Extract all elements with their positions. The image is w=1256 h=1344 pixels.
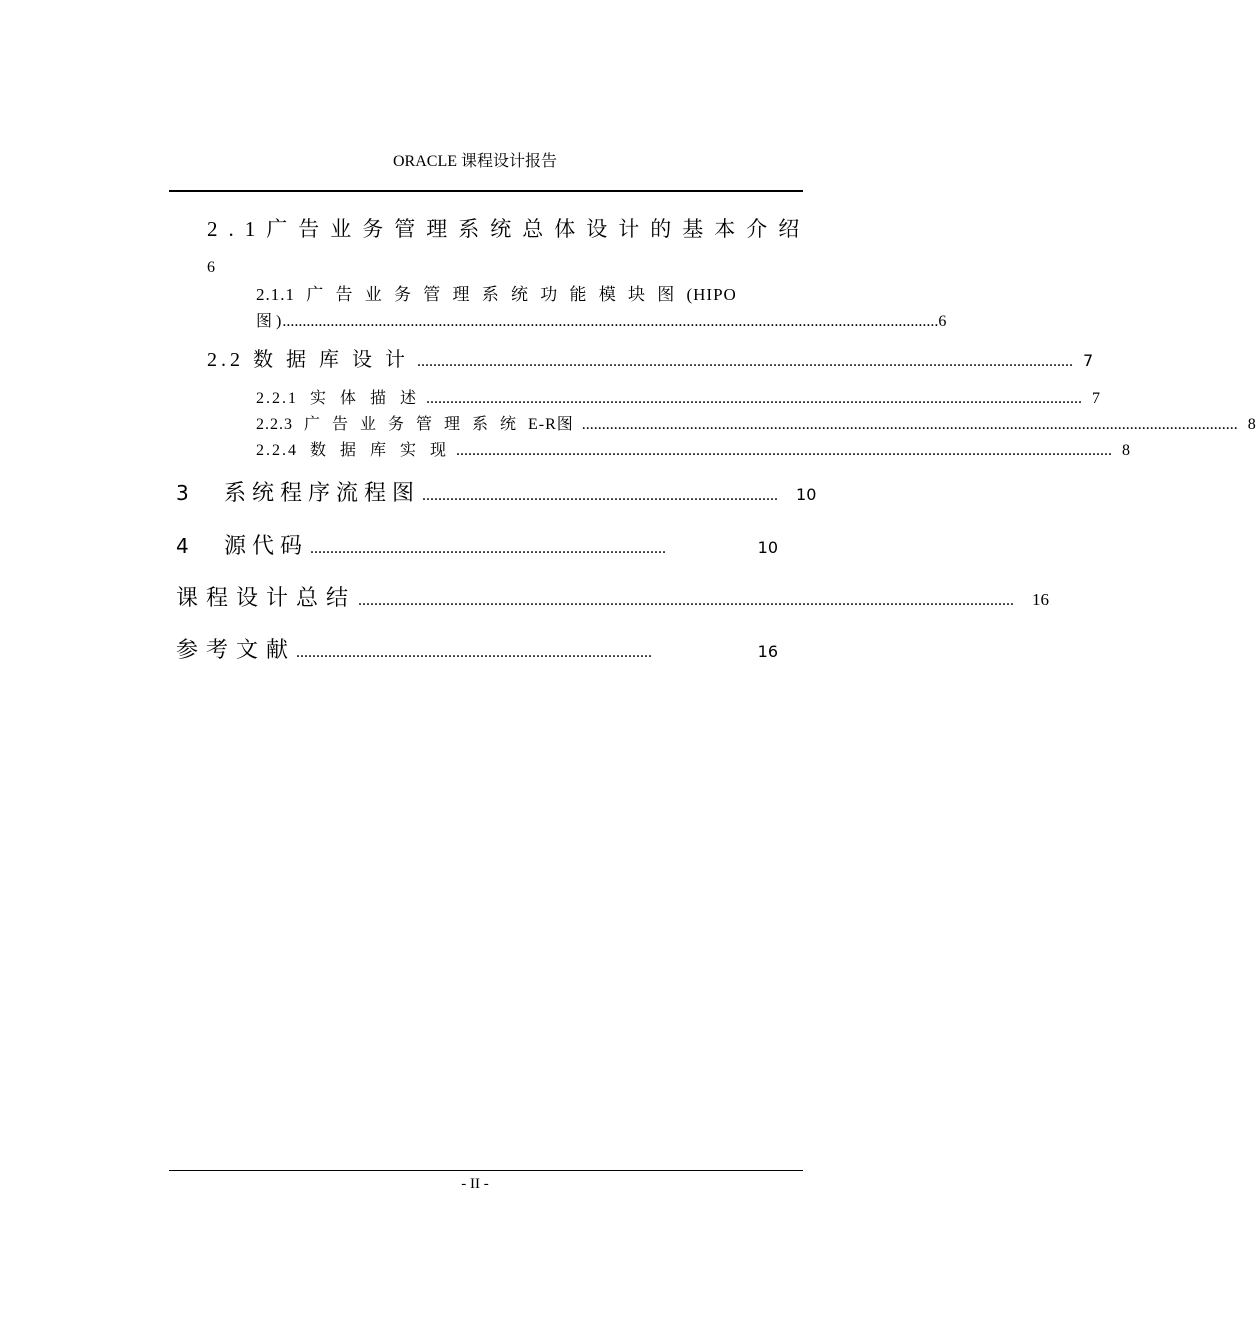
toc-entry-page: 16 — [1032, 590, 1050, 609]
toc-leader-dots: ......................................................................................... — [310, 540, 667, 557]
toc-entry-3[interactable] — [176, 479, 817, 510]
page-header-title: ORACLE 课程设计报告 — [392, 153, 557, 170]
toc-entry-2-2-3[interactable] — [256, 414, 1256, 436]
toc-entry-page: 8 — [1122, 442, 1131, 459]
footer-rule — [169, 1170, 803, 1171]
toc-leader-dots: .................................................................................................................................................................... — [358, 592, 1015, 609]
toc-entry-label: 系统程序流程图 — [224, 481, 421, 506]
toc-entry-page: 10 — [796, 485, 817, 504]
toc-entry-2-1-1-line2[interactable] — [256, 311, 947, 333]
toc-entry-page: 7 — [1092, 390, 1101, 407]
toc-leader-dots: ......................................................................................... — [296, 644, 653, 661]
toc-leader-dots: ......................................................................................... — [422, 487, 779, 504]
toc-entry-label: 课程设计总结 — [176, 586, 357, 611]
toc-entry-label: 2.2.1 实 体 描 述 — [256, 390, 419, 407]
toc-leader-dots: .................................................................................................................................................................... — [417, 353, 1073, 370]
toc-entry-label: 2.2 数 据 库 设 计 — [207, 349, 409, 371]
toc-entry-page: 8 — [1247, 416, 1256, 433]
toc-leader-dots: .................................................................................................................................................................... — [581, 416, 1238, 433]
toc-leader-dots: .................................................................................................................................................................... — [456, 442, 1113, 459]
toc-entry-2-2-1[interactable] — [256, 388, 1101, 410]
toc-entry-2-1-1-line1[interactable]: 2.1.1 广 告 业 务 管 理 系 统 功 能 模 块 图 (HIPO — [256, 285, 737, 304]
toc-leader-dots: .................................................................................................................................................................... — [426, 390, 1083, 407]
toc-entry-page: 10 — [757, 538, 778, 557]
toc-entry-references[interactable] — [176, 637, 778, 667]
toc-entry-2-1[interactable] — [207, 214, 811, 244]
toc-entry-2-1-page: 6 — [207, 259, 215, 276]
toc-entry-number: 4 — [176, 534, 189, 558]
toc-leader-dots: .................................................................................................................................................................... — [282, 313, 939, 330]
toc-entry-label: 2.1广告业务管理系统总体设计的基本介绍 — [207, 217, 811, 241]
toc-entry-label: 图 ) — [256, 313, 282, 330]
toc-entry-2-2-4[interactable] — [256, 440, 1131, 462]
toc-entry-label: 2.2.4 数 据 库 实 现 — [256, 442, 449, 459]
page-number: - II - — [461, 1176, 489, 1192]
toc-entry-label: 2.2.3 广 告 业 务 管 理 系 统 E-R图 — [256, 416, 574, 433]
header-rule — [169, 190, 803, 192]
toc-entry-2-2[interactable] — [207, 347, 1094, 375]
toc-entry-page: 7 — [1083, 351, 1094, 370]
toc-entry-4[interactable] — [176, 532, 778, 563]
toc-entry-number: 3 — [176, 481, 189, 505]
toc-entry-page: 16 — [757, 642, 778, 661]
toc-entry-page: 6 — [938, 313, 947, 330]
toc-entry-summary[interactable] — [176, 585, 1050, 615]
toc-entry-label: 参考文献 — [176, 638, 297, 663]
toc-entry-label: 源代码 — [224, 534, 309, 559]
